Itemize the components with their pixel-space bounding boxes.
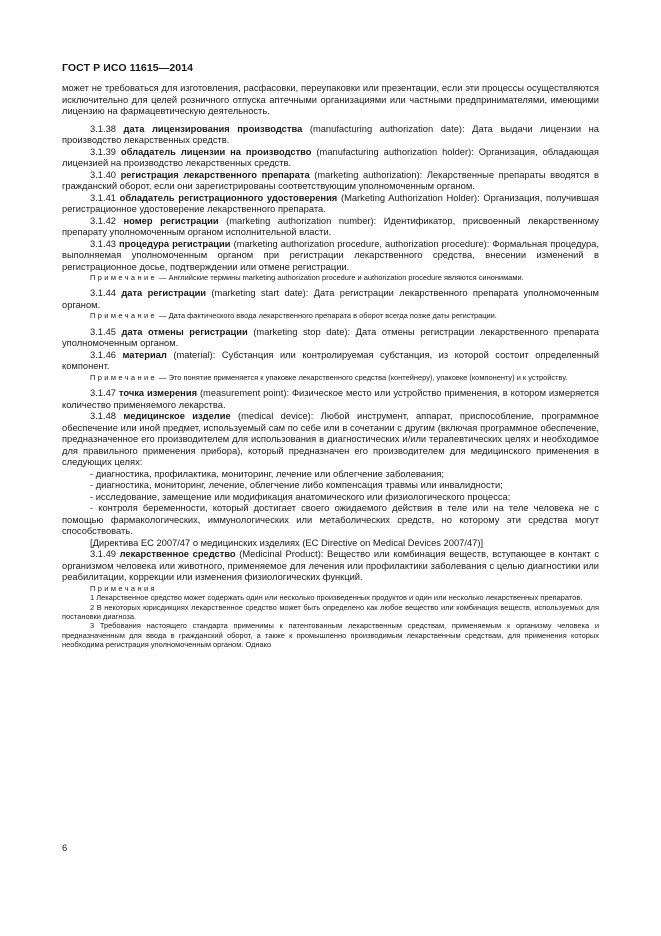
- definition-3-1-49: [62, 549, 599, 584]
- term-number: 3.1.49: [90, 549, 116, 560]
- notes-heading-label: Примечания: [90, 583, 157, 593]
- term-title: номер регистрации: [123, 215, 219, 226]
- term-definition: (material): Субстанция или контролируемая субстанция, из которой состоит определенный компонент.: [62, 349, 599, 372]
- document-page: [62, 62, 599, 650]
- term-definition: (manufacturing authorization date): Дата выдачи лицензии на производство лекарственных средств.: [62, 123, 599, 145]
- note-label: Примечание: [90, 273, 158, 282]
- term-number: 3.1.48: [90, 411, 116, 422]
- document-header: ГОСТ Р ИСО 11615—2014: [62, 62, 194, 74]
- definition-3-1-47: [62, 388, 599, 411]
- term-definition: (Medicinal Product): Вещество или комбинация веществ, вступающее в контакт с организмом человека или животного, применяемое для лечения или профилактики заболевания с целью диагностики или реабилитации, коррекции или изменения физиологических функций.: [62, 549, 599, 583]
- note-3-1-43: [62, 273, 599, 282]
- term-number: 3.1.39: [90, 146, 116, 157]
- note-text: — Английские термины marketing authorization procedure и authorization procedure являются синонимами.: [157, 273, 524, 282]
- term-title: медицинское изделие: [123, 411, 231, 422]
- term-number: 3.1.42: [90, 215, 116, 226]
- term-title: регистрация лекарственного препарата: [120, 169, 310, 180]
- note-item: 2 В некоторых юрисдикциях лекарственное средство может быть определено как любое вещество или комбинация веществ, используемых для постановки диагноза.: [62, 602, 599, 621]
- intro-paragraph: может не требоваться для изготовления, расфасовки, переупаковки или презентации, если эти процессы осуществляются исключительно для целей розничного отпуска аптечными организациями или частными предпринимателями, имеющими лицензию на фармацевтическую деятельность.: [62, 83, 599, 116]
- definition-3-1-40: [62, 170, 599, 193]
- list-item: - исследование, замещение или модификация анатомического или физиологического процесса;: [90, 491, 511, 502]
- term-definition: (marketing authorization): Лекарственные препараты вводятся в гражданский оборот, если они зарегистрированы соответствующим уполномоченным органом.: [62, 169, 599, 191]
- term-definition: (marketing start date): Дата регистрации лекарственного препарата уполномоченным органом.: [62, 288, 599, 310]
- note-3-1-46: [62, 373, 599, 382]
- note-item: 1 Лекарственное средство может содержать один или несколько произведенных продуктов и один или несколько лекарственных препаратов.: [90, 593, 583, 603]
- term-title: дата регистрации: [121, 288, 207, 299]
- definition-3-1-48: [62, 411, 599, 469]
- list-item: - диагностика, профилактика, мониторинг, лечение или облегчение заболевания;: [90, 468, 445, 479]
- term-number: 3.1.40: [90, 169, 116, 180]
- definition-3-1-43: [62, 239, 599, 274]
- term-definition: (measurement point): Физическое место или устройство применения, в котором измеряется количество применяемого лекарства.: [62, 388, 599, 410]
- list-item: - диагностика, мониторинг, лечение, облегчение либо компенсация травмы или инвалидности;: [90, 480, 503, 491]
- term-title: дата лицензирования производства: [123, 123, 303, 134]
- term-definition: (marketing authorization procedure, authorization procedure): Формальная процедура, выполняемая уполномоченным органом при регистрации лекарственного средства, внесении изменений в регистрационное досье, подтверждении или отмене регистрации.: [62, 238, 599, 272]
- definition-3-1-38: [62, 124, 599, 147]
- note-item: 3 Требования настоящего стандарта применимы к патентованным лекарственным средствам, применяемым к организму человека и предназначенным для ввода в гражданский оборот, а также к промышленно производимым лекарственным средствам, для применения которых необходима регистрация уполномоченным органом. Однако: [62, 621, 599, 650]
- term-title: точка измерения: [118, 388, 198, 399]
- term-title: обладатель регистрационного удостоверения: [119, 192, 338, 203]
- term-definition: (Marketing Authorization Holder): Организация, получившая регистрационное удостоверение лекарственного препарата.: [62, 192, 599, 214]
- term-number: 3.1.43: [90, 238, 116, 249]
- term-number: 3.1.38: [90, 123, 116, 134]
- note-3-1-44: [62, 311, 599, 320]
- note-text: — Дата фактического ввода лекарственного препарата в оборот всегда позже даты регистрации.: [157, 311, 497, 321]
- term-number: 3.1.47: [90, 388, 116, 399]
- definition-3-1-39: [62, 147, 599, 170]
- term-definition: (medical device): Любой инструмент, аппарат, приспособление, программное обеспечение или иной предмет, используемый сам по себе или в сочетании с другим (включая программное обеспечение, предназначенное его производителем для использования в диагностических и/или терапевтических целях и необходимое для правильного применения прибора), который предназначен его производителем для медицинского применения в следующих целях:: [62, 411, 599, 468]
- note-label: Примечание: [90, 311, 158, 321]
- term-number: 3.1.45: [90, 326, 116, 337]
- definition-3-1-41: [62, 193, 599, 216]
- definition-3-1-46: [62, 350, 599, 373]
- notes-heading: [62, 584, 599, 593]
- term-number: 3.1.41: [90, 192, 116, 203]
- term-definition: (marketing stop date): Дата отмены регистрации лекарственного препарата уполномоченным органом.: [62, 326, 599, 349]
- term-title: обладатель лицензии на производство: [120, 146, 312, 157]
- page-number: 6: [62, 843, 68, 854]
- directive-reference: [Директива ЕС 2007/47 о медицинских изделиях (EC Directive on Medical Devices 2007/47)]: [90, 537, 484, 548]
- definition-3-1-44: [62, 288, 599, 311]
- note-label: Примечание: [90, 372, 158, 382]
- term-definition: (manufacturing authorization holder): Организация, обладающая лицензией на производство лекарственных средств.: [62, 146, 599, 168]
- term-number: 3.1.46: [90, 349, 116, 360]
- term-title: дата отмены регистрации: [121, 326, 248, 337]
- term-title: процедура регистрации: [119, 238, 231, 249]
- term-number: 3.1.44: [90, 288, 116, 299]
- term-definition: (marketing authorization number): Идентификатор, присвоенный лекарственному препарату уполномоченным органом исполнительной власти.: [62, 215, 599, 237]
- definition-3-1-42: [62, 216, 599, 239]
- term-title: лекарственное средство: [119, 549, 236, 560]
- note-text: — Это понятие применяется к упаковке лекарственного средства (контейнеру), упаковке (компоненту) и к устройству.: [157, 372, 568, 382]
- term-title: материал: [122, 349, 167, 360]
- definition-3-1-45: [62, 327, 599, 350]
- list-item: - контроля беременности, который достигает своего ожидаемого действия в теле или на теле человека не с помощью фармакологических, иммунологических или метаболических средств, но которому эти средства могут способствовать.: [62, 503, 599, 537]
